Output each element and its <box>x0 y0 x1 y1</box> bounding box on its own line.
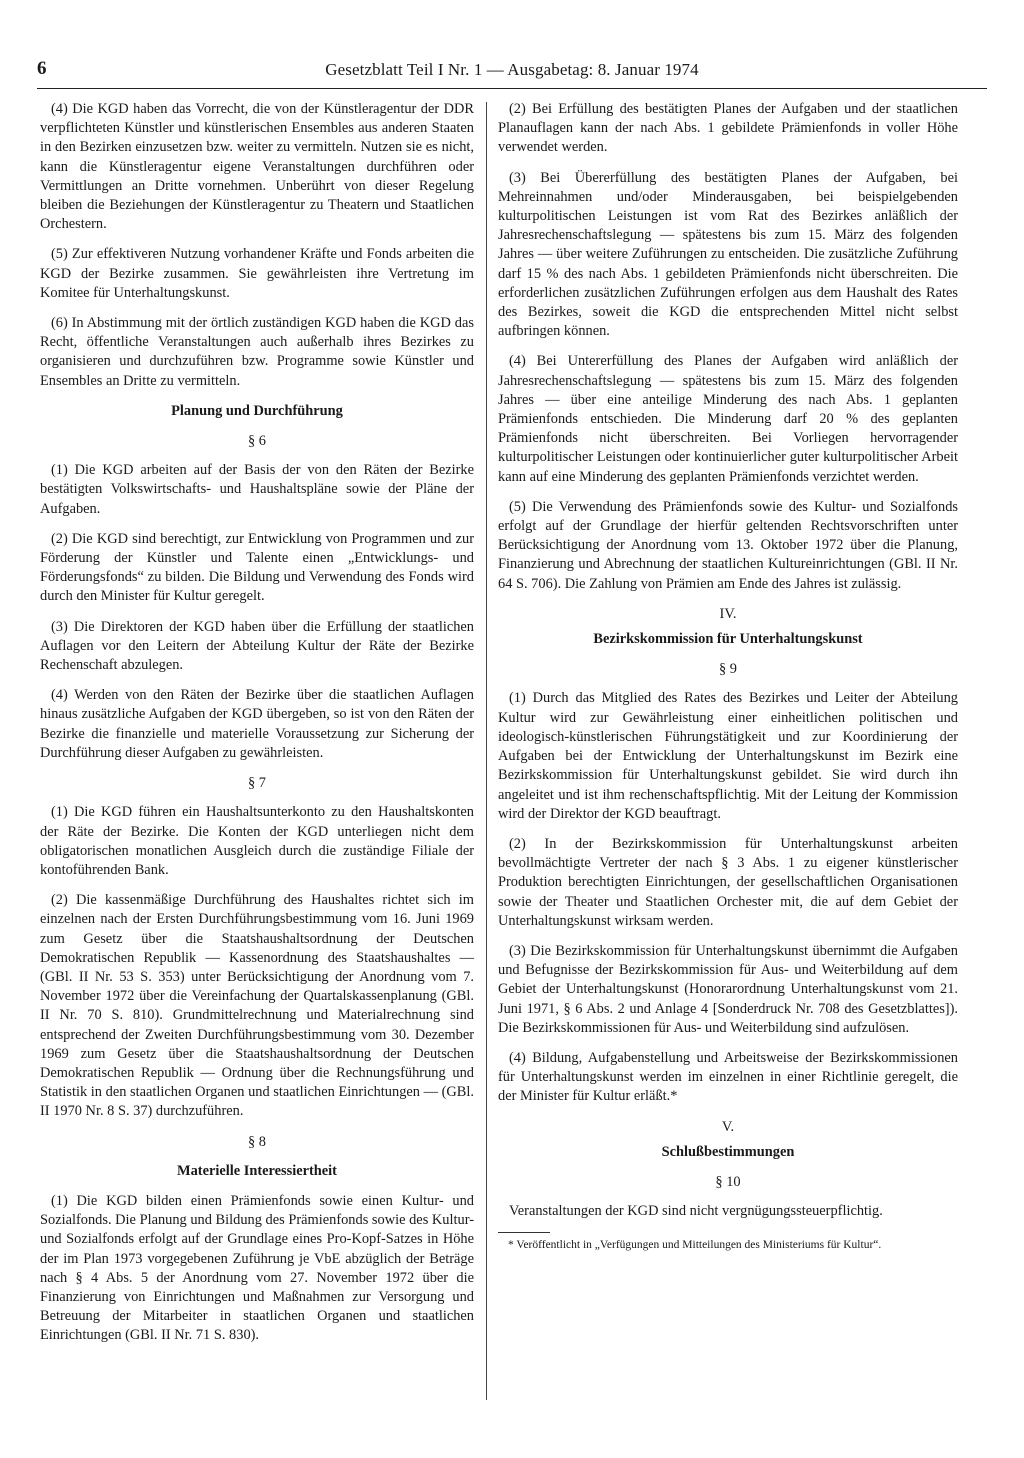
paragraph: (2) Die kassenmäßige Durchführung des Haushaltes richtet sich im einzelnen nach der Ersten Durchführungsbestimmung vom 16. Juni 1969 zum Gesetz über die Staatshaushaltsordnung der Deutschen Demokratischen Republik — Kassenordnung des Staatshaushaltes — (GBl. II Nr. 53 S. 353) unter Berücksichtigung der Anordnung vom 7. November 1972 über die Vereinfachung der Quartalskassenplanung (GBl. II Nr. 70 S. 810). Grundmittelrechnung und Materialrechnung sind entsprechend der Zweiten Durchführungsbestimmung vom 30. Dezember 1969 zum Gesetz über die Staatshaushaltsordnung der Deutschen Demokratischen Republik — Ordnung über die Rechnungsführung und Statistik in den staatlichen Organen und staatlichen Einrichtungen — (GBl. II 1970 Nr. 8 S. 37) durchzuführen. <box>40 892 474 1120</box>
right-column <box>498 100 958 1252</box>
paragraph: (1) Die KGD bilden einen Prämienfonds sowie einen Kultur- und Sozialfonds. Die Planung und Bildung des Prämienfonds sowie des Kultur- und Sozialfonds erfolgt auf der Grundlage eines Pro-Kopf-Satzes in Höhe der im Plan 1973 vorgegebenen Zuführung je VbE abzüglich der Beträge nach § 4 Abs. 5 der Anordnung vom 27. November 1972 über die Finanzierung von Einrichtungen und Maßnahmen zur Versorgung und Betreuung der Mitarbeiter in staatlichen Organen und staatlichen Einrichtungen (GBl. II Nr. 71 S. 830). <box>40 1192 474 1344</box>
chapter-number: IV. <box>719 605 737 622</box>
paragraph: (2) In der Bezirkskommission für Unterhaltungskunst arbeiten bevollmächtigte Vertreter der nach § 3 Abs. 1 zu eigener künstlerischer Produktion berechtigten Einrichtungen, der gesellschaftlichen Organisationen sowie der Theater und Staatlichen Orchester mit, die auf dem Gebiet der Unterhaltungskunst wirksam werden. <box>498 835 958 929</box>
section-heading: Materielle Interessiertheit <box>177 1162 337 1179</box>
paragraph: (2) Bei Erfüllung des bestätigten Planes der Aufgaben und der staatlichen Planauflagen kann der nach Abs. 1 gebildete Prämienfonds in voller Höhe verwendet werden. <box>498 101 958 156</box>
section-heading: Planung und Durchführung <box>171 402 343 419</box>
footnote-rule <box>498 1232 550 1233</box>
left-column <box>40 100 474 1357</box>
paragraph-sign: § 8 <box>248 1133 266 1150</box>
paragraph: (4) Werden von den Räten der Bezirke über die staatlichen Auflagen hinaus zusätzliche Aufgaben der KGD übergeben, so ist von den Räten der Bezirke die finanzielle und materielle Voraussetzung zur Sicherung der Durchführung dieser Aufgaben zu gewährleisten. <box>40 687 474 761</box>
section-heading: Schlußbestimmungen <box>661 1143 795 1160</box>
paragraph: (4) Bildung, Aufgabenstellung und Arbeitsweise der Bezirkskommissionen für Unterhaltungskunst werden im einzelnen in einer Richtlinie geregelt, die der Minister für Kultur erläßt.* <box>498 1049 958 1105</box>
paragraph-sign: § 6 <box>248 433 266 450</box>
paragraph: (5) Die Verwendung des Prämienfonds sowie des Kultur- und Sozialfonds erfolgt auf der Grundlage der hierfür geltenden Rechtsvorschriften unter Berücksichtigung der Anordnung vom 13. Oktober 1972 über die Planung, Finanzierung und Abrechnung der staatlichen Kultureinrichtungen (GBl. II Nr. 64 S. 706). Die Zahlung von Prämien am Ende des Jahres ist zulässig. <box>498 498 958 592</box>
column-divider <box>486 102 487 1400</box>
paragraph: (3) Die Direktoren der KGD haben über die Erfüllung der staatlichen Auflagen vor den Leitern der Abteilung Kultur der Räte der Bezirke Rechenschaft abzulegen. <box>40 618 474 674</box>
paragraph-sign: § 9 <box>719 661 737 678</box>
page-number: 6 <box>37 58 47 79</box>
paragraph: (3) Bei Übererfüllung des bestätigten Planes der Aufgaben, bei Mehreinnahmen und/oder Minderausgaben, bei beispielgebenden kulturpolitischen Leistungen ist vom Rat des Bezirkes anläßlich der Jahresrechenschaftslegung — spätestens bis zum 15. März des folgenden Jahres — über weitere Zuführungen zu entscheiden. Die zusätzliche Zuführung darf 15 % des nach Abs. 1 gebildeten Prämienfonds nicht überschreiten. Die erforderlichen zusätzlichen Zuführungen erfolgen aus dem Haushalt des Rates des Bezirkes, soweit die KGD die entsprechenden Mittel nicht selbst aufbringen können. <box>498 169 958 340</box>
chapter-number: V. <box>721 1118 735 1135</box>
header-rule <box>37 88 987 89</box>
section-heading: Bezirkskommission für Unterhaltungskunst <box>593 631 863 648</box>
paragraph: (1) Die KGD führen ein Haushaltsunterkonto zu den Haushaltskonten der Räte der Bezirke. Die Konten der KGD unterliegen nicht dem obligatorischen monatlichen Ausgleich durch die zuständige Filiale der kontoführenden Bank. <box>40 804 474 878</box>
paragraph-sign: § 7 <box>248 775 266 792</box>
paragraph: (2) Die KGD sind berechtigt, zur Entwicklung von Programmen und zur Förderung der Künstler und Talente einen „Entwicklungs- und Förderungsfonds“ zu bilden. Die Bildung und Verwendung des Fonds wird durch den Minister für Kultur geregelt. <box>40 530 474 605</box>
page-header <box>37 58 987 86</box>
running-title: Gesetzblatt Teil I Nr. 1 — Ausgabetag: 8. Januar 1974 <box>325 60 699 79</box>
paragraph: (3) Die Bezirkskommission für Unterhaltungskunst übernimmt die Aufgaben und Befugnisse der Bezirkskommission für Aus- und Weiterbildung auf dem Gebiet der Unterhaltungskunst (Honorarordnung Unterhaltungskunst vom 21. Juni 1971, § 6 Abs. 2 und Anlage 4 [Sonderdruck Nr. 708 des Gesetzblattes]). Die Bezirkskommissionen für Aus- und Weiterbildung sind aufzulösen. <box>498 942 958 1036</box>
paragraph: (1) Durch das Mitglied des Rates des Bezirkes und Leiter der Abteilung Kultur wird zur Gewährleistung einer einheitlichen politischen und ideologisch-künstlerischen Führungstätigkeit und zur Koordinierung der Aufgaben bei der Entwicklung der Unterhaltungskunst im Bezirk eine Bezirkskommission für Unterhaltungskunst gebildet. Sie wird durch ihn angeleitet und ist ihm rechenschaftspflichtig. Mit der Leitung der Kommission wird der Direktor der KGD beauftragt. <box>498 690 958 822</box>
paragraph: (4) Bei Untererfüllung des Planes der Aufgaben wird anläßlich der Jahresrechenschaftslegung — spätestens bis zum 15. März des folgenden Jahres — über eine anteilige Minderung des nach Abs. 1 geplanten Prämienfonds entschieden. Die Minderung darf 20 % des geplanten Prämienfonds nicht überschreiten. Bei Vorliegen hervorragender kulturpolitischer Leistungen oder kontinuierlicher guter kulturpolitischer Arbeit kann auf eine Minderung des geplanten Prämienfonds verzichtet werden. <box>498 353 958 485</box>
paragraph: Veranstaltungen der KGD sind nicht vergnügungssteuerpflichtig. <box>509 1203 883 1220</box>
paragraph: (1) Die KGD arbeiten auf der Basis der von den Räten der Bezirke bestätigten Volkswirtschafts- und Haushaltspläne sowie der Pläne der Aufgaben. <box>40 462 474 517</box>
footnote: * Veröffentlicht in „Verfügungen und Mitteilungen des Ministeriums für Kultur“. <box>508 1239 882 1252</box>
paragraph: (5) Zur effektiveren Nutzung vorhandener Kräfte und Fonds arbeiten die KGD der Bezirke zusammen. Sie gewährleisten ihre Vertretung im Komitee für Unterhaltungskunst. <box>40 246 474 301</box>
paragraph-sign: § 10 <box>715 1173 741 1190</box>
paragraph: (6) In Abstimmung mit der örtlich zuständigen KGD haben die KGD das Recht, öffentliche Veranstaltungen auch außerhalb ihres Bezirkes zu organisieren und durchzuführen bzw. Programme sowie Künstler und Ensembles an Dritte zu vermitteln. <box>40 315 474 389</box>
paragraph: (4) Die KGD haben das Vorrecht, die von der Künstleragentur der DDR verpflichteten Künstler und künstlerischen Ensembles aus anderen Staaten in den Bezirken einzusetzen bzw. weiter zu vermitteln. Nutzen sie es nicht, kann die Künstleragentur eigene Veranstaltungen durchführen oder Vermittlungen an Dritte vornehmen. Unberührt von dieser Regelung bleiben die Beziehungen der Künstleragentur zu Theatern und Staatlichen Orchestern. <box>40 101 474 233</box>
